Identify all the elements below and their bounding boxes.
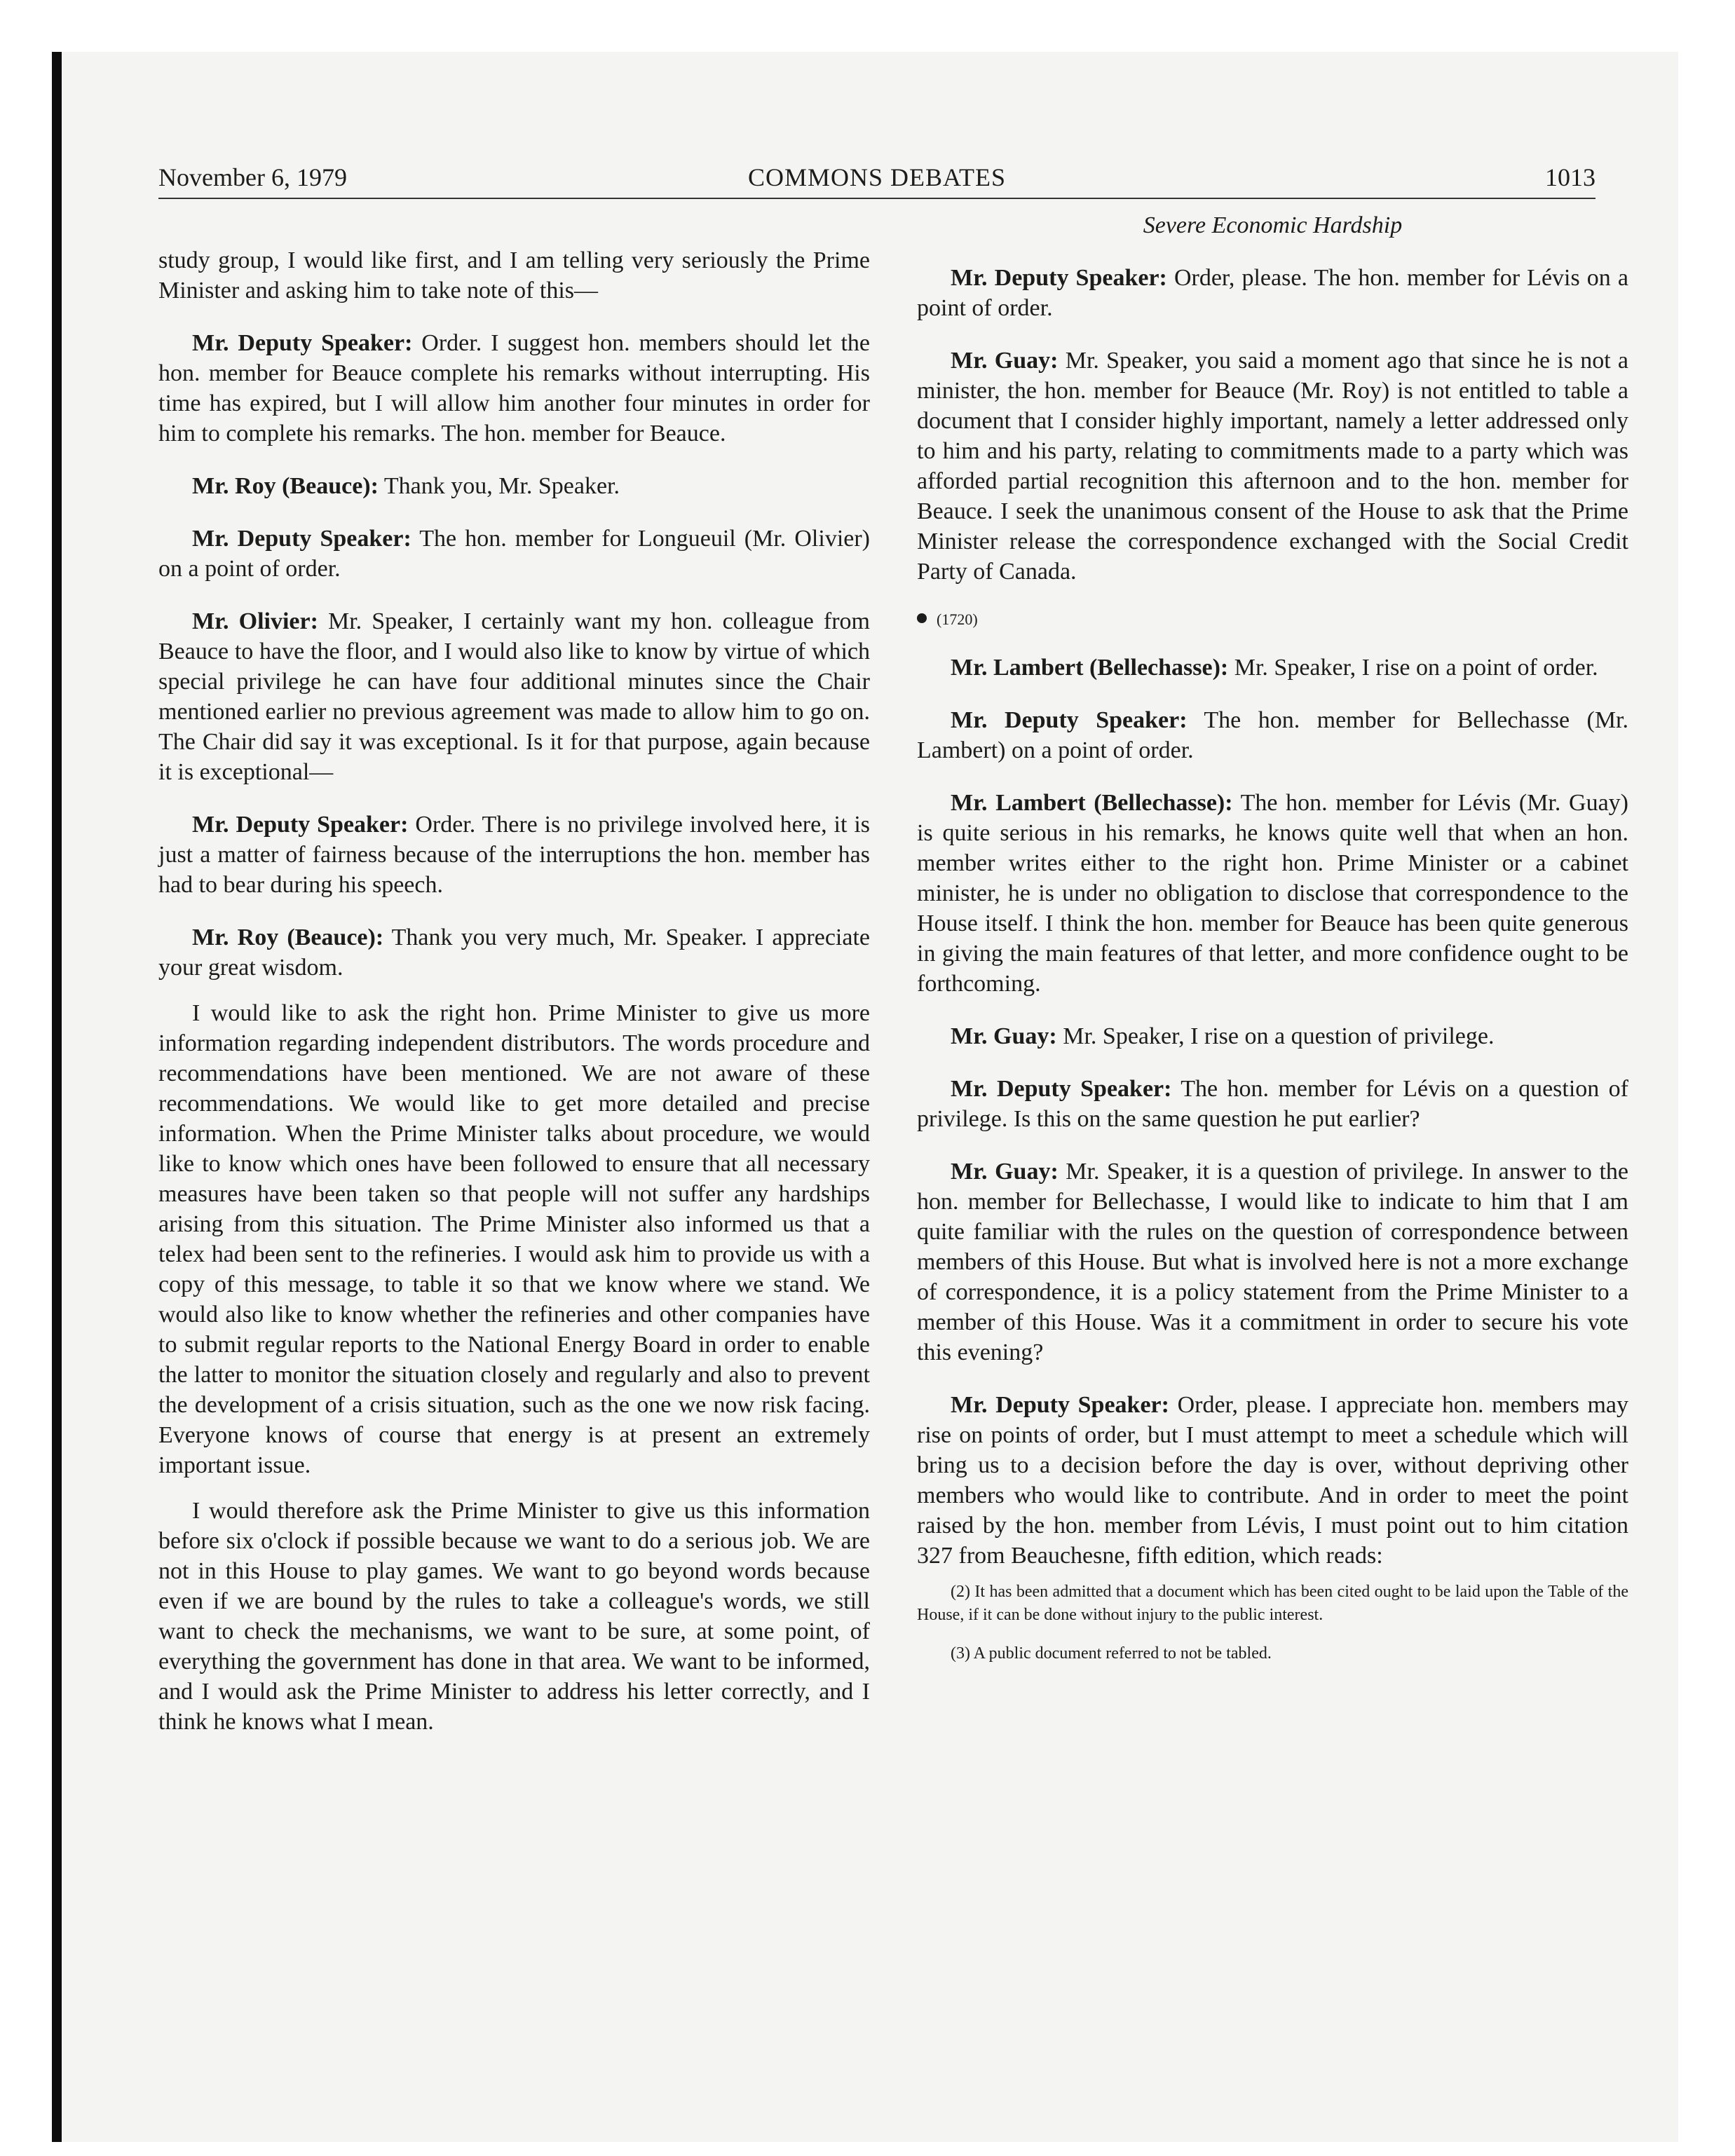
left-column [158, 210, 870, 1752]
speaker-name: Mr. Lambert (Bellechasse): [951, 790, 1233, 816]
section-subheading: Severe Economic Hardship [1143, 212, 1403, 238]
speech-text: The hon. member for Lévis (Mr. Guay) is quite serious in his remarks, he knows quite well that when an hon. member writes either to the right hon. Prime Minister or a cabinet minister, he is under no obligation to disclose that correspondence to the House itself. I think the hon. member for Beauce has been quite generous in giving the main features of that letter, and more confidence ought to be forthcoming. [917, 790, 1628, 997]
page-header [158, 157, 1595, 199]
speaker-name: Mr. Olivier: [192, 608, 318, 634]
speaker-name: Mr. Deputy Speaker: [192, 526, 411, 552]
speech-paragraph [917, 1390, 1628, 1571]
speaker-name: Mr. Deputy Speaker: [951, 265, 1167, 291]
speech-text: Order. I suggest hon. members should let the hon. member for Beauce complete his remarks without interrupting. His time has expired, but I will allow him another four minutes in order for him to complete his remarks. The hon. member for Beauce. [158, 330, 870, 446]
bullet-icon [917, 613, 927, 623]
right-column [917, 210, 1628, 1681]
block-quote: (3) A public document referred to not be tabled. [951, 1644, 1272, 1663]
paragraph: study group, I would like first, and I am telling very seriously the Prime Minister and asking him to take note of this— [158, 247, 870, 303]
speech-text: Mr. Speaker, I rise on a question of privilege. [1056, 1023, 1495, 1049]
header-date: November 6, 1979 [158, 163, 347, 191]
block-quote: (2) It has been admitted that a document which has been cited ought to be laid upon the Table of the House, if it can be done without injury to the public interest. [917, 1583, 1628, 1624]
speech-text: Mr. Speaker, I certainly want my hon. colleague from Beauce to have the floor, and I would also like to know by virtue of which special privilege he can have four additional minutes since the Chair mentioned earlier no previous agreement was made to allow him to go on. The Chair did say it was exceptional. Is it for that purpose, again because it is exceptional— [158, 608, 870, 785]
speaker-name: Mr. Deputy Speaker: [192, 330, 413, 356]
header-journal-title: COMMONS DEBATES [747, 163, 1007, 191]
speech-text: The hon. member for Bellechasse (Mr. Lambert) on a point of order. [917, 707, 1628, 763]
speech-paragraph [917, 1074, 1628, 1134]
speech-text: Order. There is no privilege involved here, it is just a matter of fairness because of the interruptions the hon. member has had to bear during his speech. [158, 812, 871, 898]
speech-text: Mr. Speaker, you said a moment ago that since he is not a minister, the hon. member for Beauce (Mr. Roy) is not entitled to table a document that I consider highly important, namely a letter addressed only to him and his party, relating to commitments made to a party which was afforded partial recognition this afternoon and to the hon. member for Beauce. I seek the unanimous consent of the House to ask that the Prime Minister release the correspondence exchanged with the Social Credit Party of Canada. [917, 348, 1628, 585]
speech-paragraph [158, 922, 870, 983]
header-page-number: 1013 [1545, 163, 1595, 191]
speaker-name: Mr. Guay: [951, 1023, 1057, 1049]
paragraph: I would therefore ask the Prime Minister to give us this information before six o'clock if possible because we want to do a serious job. We are not in this House to play games. We want to go beyond words because even if we are bound by the rules to take a colleague's words, we still want to check the mechanisms, we want to be sure, at some point, of everything the government has done in that area. We want to be informed, and I would ask the Prime Minister to address his letter correctly, and I think he knows what I mean. [158, 1498, 870, 1735]
time-marker [917, 609, 1628, 630]
speech-paragraph [917, 1157, 1628, 1367]
speech-text: Mr. Speaker, it is a question of privilege. In answer to the hon. member for Bellechasse, I would like to indicate to him that I am quite familiar with the rules on the question of correspondence between members of this House. But what is involved here is not a more exchange of correspondence, it is a policy statement from the Prime Minister to a member of this House. Was it a commitment in order to secure his vote this evening? [917, 1159, 1628, 1365]
speech-text: Thank you very much, Mr. Speaker. I appreciate your great wisdom. [158, 925, 870, 981]
speech-paragraph [158, 471, 870, 501]
speech-text: Order, please. I appreciate hon. members may rise on points of order, but I must attempt to meet a schedule which will bring us to a decision before the day is over, without depriving other members who would like to contribute. And in order to meet the point raised by the hon. member from Lévis, I must point out to him citation 327 from Beauchesne, fifth edition, which reads: [917, 1392, 1628, 1569]
speech-text: Order, please. The hon. member for Lévis on a point of order. [917, 265, 1628, 321]
speech-paragraph [917, 1021, 1628, 1051]
speech-paragraph [158, 524, 870, 584]
speech-paragraph [917, 705, 1628, 765]
speaker-name: Mr. Guay: [951, 1159, 1059, 1185]
speech-paragraph [158, 810, 870, 900]
speech-text: The hon. member for Longueuil (Mr. Olivier) on a point of order. [158, 526, 871, 582]
speech-text: The hon. member for Lévis on a question of privilege. Is this on the same question he put earlier? [917, 1076, 1628, 1132]
speech-paragraph [158, 606, 870, 787]
speech-text: Thank you, Mr. Speaker. [378, 473, 620, 499]
speech-paragraph [917, 346, 1628, 587]
paragraph: I would like to ask the right hon. Prime Minister to give us more information regarding independent distributors. The words procedure and recommendations have been mentioned. We are not aware of these recommendations. We would like to get more detailed and precise information. When the Prime Minister talks about procedure, we would like to know which ones have been followed to ensure that all necessary measures have been taken so that people will not suffer any hardships arising from this situation. The Prime Minister also informed us that a telex had been sent to the refineries. I would ask him to provide us with a copy of this message, to table it so that we know where we stand. We would also like to know whether the refineries and other companies have to submit regular reports to the National Energy Board in order to enable the latter to monitor the situation closely and regularly and also to prevent the development of a crisis situation, such as the one we now risk facing. Everyone knows of course that energy is at present an extremely important issue. [158, 1000, 870, 1478]
time-marker-text: (1720) [937, 610, 978, 628]
scan-edge-shadow [52, 52, 62, 2142]
speaker-name: Mr. Deputy Speaker: [951, 1392, 1169, 1418]
speaker-name: Mr. Roy (Beauce): [192, 925, 384, 950]
speaker-name: Mr. Deputy Speaker: [192, 812, 409, 838]
speaker-name: Mr. Lambert (Bellechasse): [951, 655, 1229, 681]
speaker-name: Mr. Deputy Speaker: [951, 707, 1188, 733]
speaker-name: Mr. Roy (Beauce): [192, 473, 379, 499]
speech-text: Mr. Speaker, I rise on a point of order. [1228, 655, 1598, 681]
speech-paragraph [917, 788, 1628, 999]
speaker-name: Mr. Guay: [951, 348, 1059, 374]
speech-paragraph [158, 328, 870, 449]
speech-paragraph [917, 263, 1628, 323]
speech-paragraph [917, 653, 1628, 683]
speaker-name: Mr. Deputy Speaker: [951, 1076, 1172, 1102]
